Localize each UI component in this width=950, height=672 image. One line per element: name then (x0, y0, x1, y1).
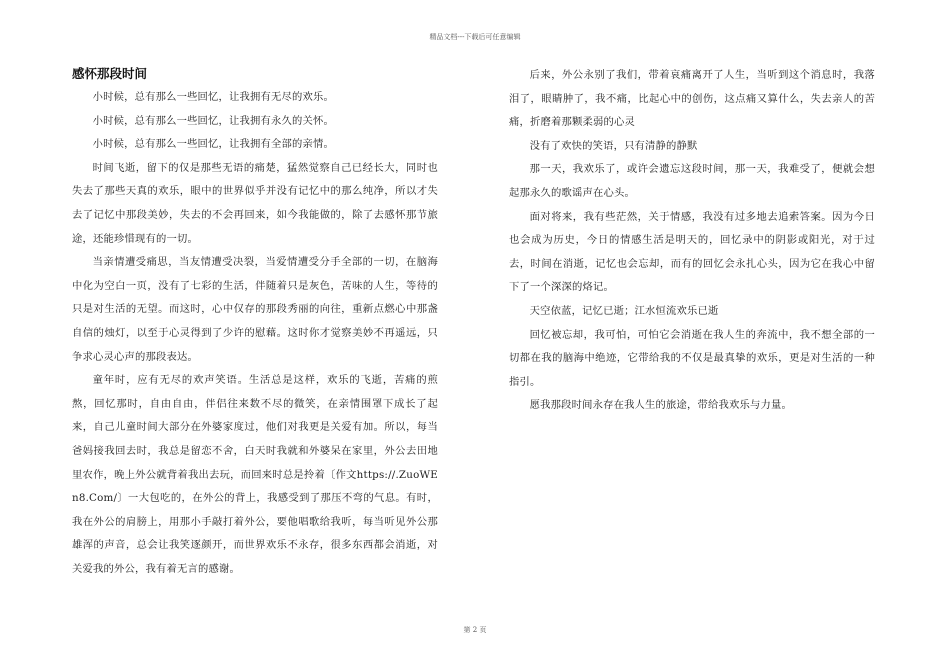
paragraph: 童年时，应有无尽的欢声笑语。生活总是这样，欢乐的飞逝，苦痛的煎熬，回忆那时，自由自由，伴侣往来数不尽的微笑，在亲情围罩下成长了起来，自己儿童时间大部分在外婆家度过，他们对我更是关爱有加。所以，每当爸妈接我回去时，我总是留恋不舍，白天时我就和外婆呆在家里，外公去田地里农作，晚上外公就背着我出去玩，而回来时总是拎着〔作文https://.ZuoWEn8.Com/〕一大包吃的，在外公的背上，我感受到了那压不弯的气息。有时，我在外公的肩膀上，用那小手敲打着外公，要他唱歌给我听，每当听见外公那雄浑的声音，总会让我笑逐颜开，而世界欢乐不永存，很多东西都会消逝，对关爱我的外公，我有着无言的感谢。 (72, 374, 438, 575)
paragraph: 小时候，总有那么一些回忆，让我拥有无尽的欢乐。 (92, 91, 335, 103)
paragraph: 愿我那段时间永存在我人生的旅途，带给我欢乐与力量。 (529, 399, 793, 412)
paragraph: 回忆被忘却，我可怕，可怕它会消逝在我人生的奔流中，我不想全部的一切都在我的脑海中绝迹，它带给我的不仅是最真挚的欢乐，更是对生活的一种指引。 (509, 328, 875, 388)
right-column (509, 64, 875, 418)
page-header: 精品文档---下载后可任意编辑 (429, 33, 521, 41)
paragraph: 天空依蓝，记忆已逝；江水恒流欢乐已逝 (529, 304, 719, 317)
paragraph: 小时候，总有那么一些回忆，让我拥有全部的亲情。 (92, 138, 335, 151)
article-title: 感怀那段时间 (72, 66, 148, 81)
paragraph: 小时候，总有那么一些回忆，让我拥有永久的关怀。 (92, 114, 335, 127)
paragraph: 面对将来，我有些茫然，关于情感，我没有过多地去追索答案。因为今日也会成为历史，今日的情感生活是明天的，回忆录中的阴影或阳光，对于过去，时间在消逝，记忆也会忘却，而有的回忆会永扎心头，因为它在我心中留下了一个深深的烙记。 (509, 210, 875, 294)
left-column (72, 64, 438, 581)
paragraph: 没有了欢快的笑语，只有清静的静默 (529, 139, 698, 152)
paragraph: 时间飞逝，留下的仅是那些无语的痛楚，猛然觉察自己已经长大，同时也失去了那些天真的欢乐，眼中的世界似乎并没有记忆中的那么纯净，所以才失去了记忆中那段美妙，失去的不会再回来，如今我能做的，除了去感怀那节旅途，还能珍惜现有的一切。 (72, 161, 438, 245)
paragraph: 当亲情遭受痛思，当友情遭受决裂，当爱情遭受分手全部的一切，在脑海中化为空白一页，没有了七彩的生活，伴随着只是灰色，苦味的人生，等待的只是对生活的无望。而这时，心中仅存的那段秀丽的向往，重新点燃心中那盏自信的烛灯，以至于心灵得到了少许的慰藉。这时你才觉察美妙不再遥远，只争求心灵心声的那段表达。 (72, 256, 438, 363)
paragraph: 那一天，我欢乐了，或许会遗忘这段时间，那一天，我难受了，便就会想起那永久的歌谣声在心头。 (509, 163, 875, 199)
page-number: 第 2 页 (463, 626, 487, 634)
paragraph: 后来，外公永别了我们，带着哀痛离开了人生，当听到这个消息时，我落泪了，眼睛肿了，我不痛，比起心中的创伤，这点痛又算什么，失去亲人的苦痛，折磨着那颗柔弱的心灵 (509, 69, 875, 129)
